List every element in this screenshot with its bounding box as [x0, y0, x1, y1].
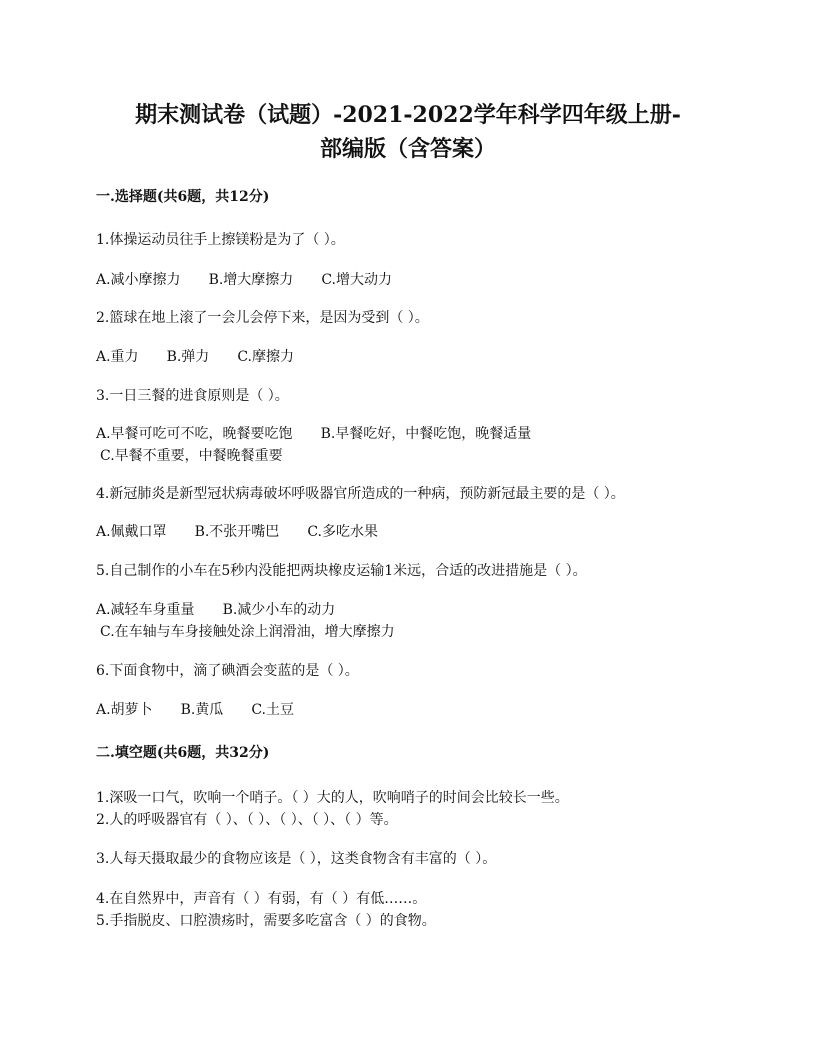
- question-options: [96, 599, 363, 619]
- question-stem: 3.一日三餐的进食原则是（ ）。: [96, 388, 289, 404]
- question-options: [96, 699, 322, 719]
- option-c: C.增大动力: [321, 272, 392, 288]
- option-c: C.在车轴与车身接触处涂上润滑油，增大摩擦力: [100, 624, 395, 640]
- option-c: C.土豆: [251, 702, 294, 718]
- option-c: C.多吃水果: [307, 524, 378, 540]
- question-options: [96, 521, 406, 541]
- question-stem: 1.体操运动员往手上擦镁粉是为了（ ）。: [96, 232, 345, 248]
- option-b: B.不张开嘴巴: [194, 524, 280, 540]
- option-b: B.减少小车的动力: [222, 602, 336, 618]
- question-options: [96, 269, 420, 289]
- section-heading-fill-blank: 二.填空题(共6题，共32分): [96, 745, 270, 761]
- fill-question: 2.人的呼吸器官有（ ）、（ ）、（ ）、（ ）、（ ）等。: [96, 812, 398, 828]
- option-a: A.胡萝卜: [96, 702, 153, 718]
- option-c: C.摩擦力: [237, 349, 294, 365]
- fill-question: 5.手指脱皮、口腔溃疡时，需要多吃富含（ ）的食物。: [96, 913, 436, 929]
- option-b: B.早餐吃好，中餐吃饱，晚餐适量: [320, 426, 532, 442]
- question-options: [96, 346, 322, 366]
- option-b: B.弹力: [166, 349, 210, 365]
- option-a: A.早餐可吃可不吃，晚餐要吃饱: [96, 426, 293, 442]
- section-heading-choice: 一.选择题(共6题，共12分): [96, 189, 270, 205]
- fill-question: 1.深吸一口气，吹响一个哨子。（ ）大的人，吹响哨子的时间会比较长一些。: [96, 790, 569, 806]
- fill-question: 4.在自然界中，声音有（ ）有弱，有（ ）有低……。: [96, 891, 427, 907]
- document-title-line-1: 期末测试卷（试题）-2021-2022学年科学四年级上册-: [135, 102, 681, 128]
- option-b: B.增大摩擦力: [208, 272, 294, 288]
- option-a: A.减小摩擦力: [96, 272, 181, 288]
- question-stem: 2.篮球在地上滚了一会儿会停下来，是因为受到（ ）。: [96, 310, 429, 326]
- option-b: B.黄瓜: [180, 702, 224, 718]
- option-a: A.减轻车身重量: [96, 602, 195, 618]
- question-options: [96, 423, 559, 443]
- option-c: C.早餐不重要，中餐晚餐重要: [100, 448, 283, 464]
- question-stem: 4.新冠肺炎是新型冠状病毒破坏呼吸器官所造成的一种病，预防新冠最主要的是（ ）。: [96, 486, 625, 502]
- fill-question: 3.人每天摄取最少的食物应该是（ ），这类食物含有丰富的（ ）。: [96, 851, 497, 867]
- document-title-line-2: 部编版（含答案）: [319, 136, 496, 162]
- option-a: A.重力: [96, 349, 139, 365]
- option-a: A.佩戴口罩: [96, 524, 167, 540]
- question-stem: 5.自己制作的小车在5秒内没能把两块橡皮运输1米远，合适的改进措施是（ ）。: [96, 563, 587, 579]
- question-stem: 6.下面食物中，滴了碘酒会变蓝的是（ ）。: [96, 663, 359, 679]
